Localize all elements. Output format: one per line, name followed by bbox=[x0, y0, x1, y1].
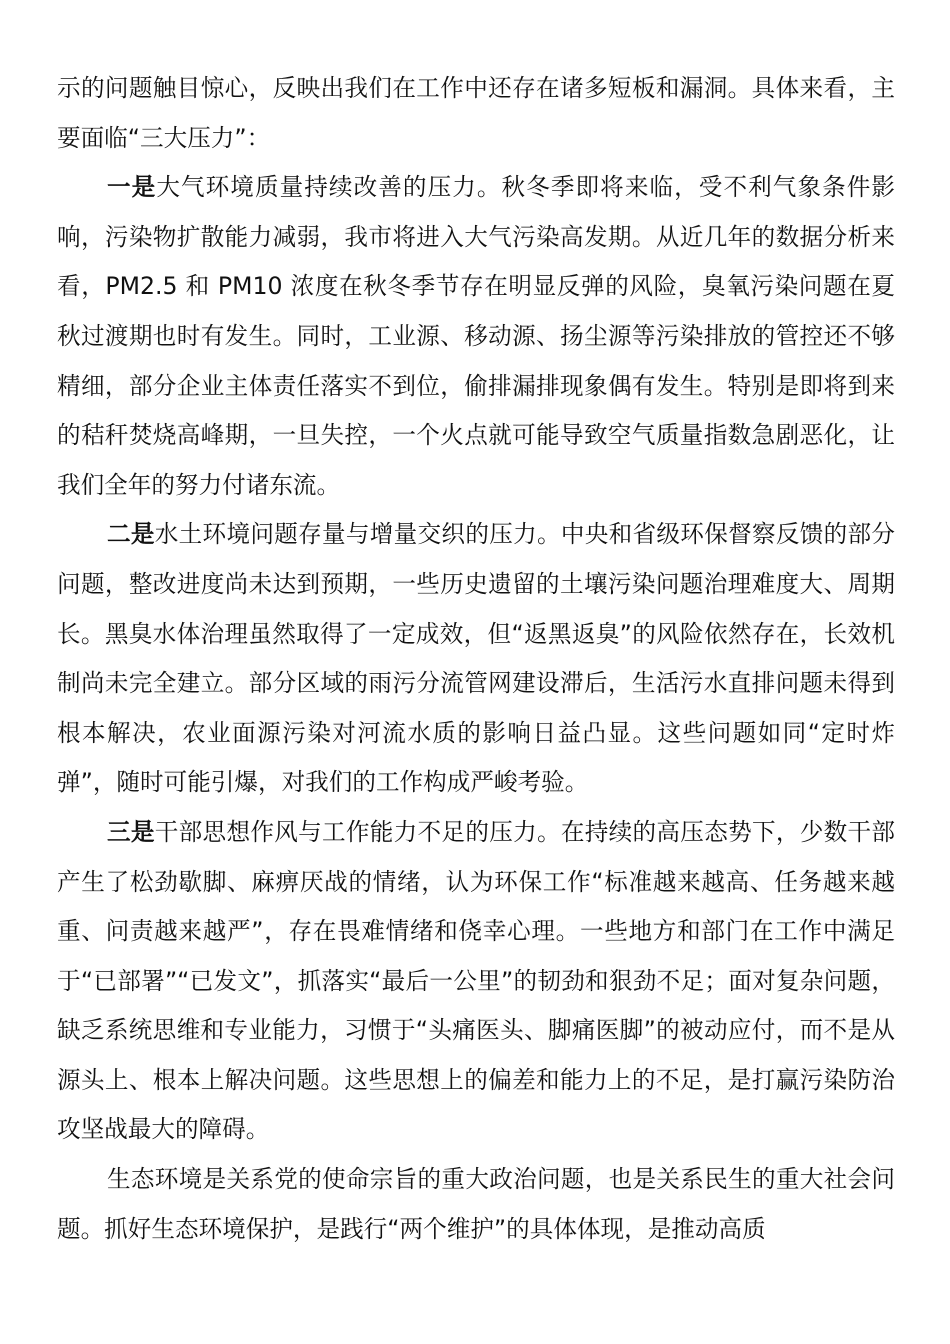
paragraph-text: 大气环境质量持续改善的压力。秋冬季即将来临，受不利气象条件影响，污染物扩散能力减弱，我市将进入大气污染高发期。从近几年的数据分析来看，PM2.5 和 PM10 浓度在秋冬季节存在明显反弹的风险，臭氧污染问题在夏秋过渡期也时有发生。同时，工业源、移动源、扬尘源等污染排放的管控还不够精细，部分企业主体责任落实不到位，偷排漏排现象偶有发生。特别是即将到来的秸秆焚烧高峰期，一旦失控，一个火点就可能导致空气质量指数急剧恶化，让我们全年的努力付诸东流。 bbox=[57, 173, 896, 499]
paragraph-text: 水土环境问题存量与增量交织的压力。中央和省级环保督察反馈的部分问题，整改进度尚未达到预期，一些历史遗留的土壤污染问题治理难度大、周期长。黑臭水体治理虽然取得了一定成效，但“返黑返臭”的风险依然存在，长效机制尚未完全建立。部分区域的雨污分流管网建设滞后，生活污水直排问题未得到根本解决，农业面源污染对河流水质的影响日益凸显。这些问题如同“定时炸弹”，随时可能引爆，对我们的工作构成严峻考验。 bbox=[57, 520, 896, 797]
paragraph-pressure-cadres bbox=[57, 808, 895, 1155]
paragraph-intro-continuation bbox=[57, 64, 895, 163]
paragraph-text: 示的问题触目惊心，反映出我们在工作中还存在诸多短板和漏洞。具体来看，主要面临“三大压力”： bbox=[57, 74, 895, 152]
document-page bbox=[57, 64, 895, 1254]
paragraph-text: 干部思想作风与工作能力不足的压力。在持续的高压态势下，少数干部产生了松劲歇脚、麻痹厌战的情绪，认为环保工作“标准越来越高、任务越来越重、问责越来越严”，存在畏难情绪和侥幸心理。一些地方和部门在工作中满足于“已部署”“已发文”，抓落实“最后一公里”的韧劲和狠劲不足；面对复杂问题，缺乏系统思维和专业能力，习惯于“头痛医头、脚痛医脚”的被动应付，而不是从源头上、根本上解决问题。这些思想上的偏差和能力上的不足，是打赢污染防治攻坚战最大的障碍。 bbox=[57, 817, 896, 1144]
paragraph-ecology-significance bbox=[57, 1155, 895, 1254]
paragraph-lead-bold: 三是 bbox=[107, 817, 155, 846]
paragraph-lead-bold: 一是 bbox=[107, 173, 157, 202]
paragraph-text: 生态环境是关系党的使命宗旨的重大政治问题，也是关系民生的重大社会问题。抓好生态环境保护，是践行“两个维护”的具体体现，是推动高质 bbox=[57, 1165, 895, 1243]
paragraph-pressure-air bbox=[57, 163, 895, 510]
paragraph-pressure-water-soil bbox=[57, 510, 895, 808]
paragraph-lead-bold: 二是 bbox=[107, 520, 155, 549]
